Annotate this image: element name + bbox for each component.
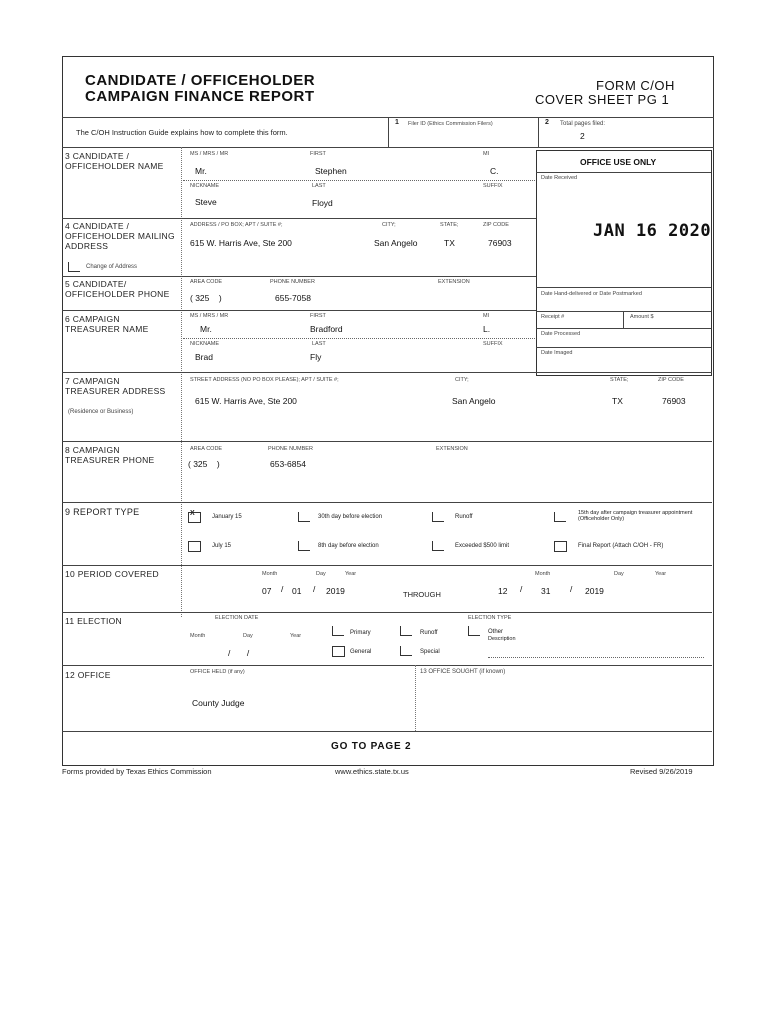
to-month-field[interactable]: 12 [498, 586, 508, 596]
divider [415, 665, 416, 731]
sec3-suffix-label: SUFFIX [483, 183, 503, 189]
sec5-area-label: AREA CODE [190, 279, 223, 285]
treasurer-prefix-field[interactable]: Mr. [200, 324, 212, 334]
sec8-phone-label: PHONE NUMBER [268, 446, 313, 452]
sec5-ext-label: EXTENSION [438, 279, 470, 285]
report-8day-checkbox[interactable] [298, 541, 310, 551]
election-primary-checkbox[interactable] [332, 626, 344, 636]
sec8-label: 8 CAMPAIGN TREASURER PHONE [65, 445, 155, 465]
sec7-sub-label: (Residence or Business) [68, 409, 134, 415]
treasurer-state-field[interactable]: TX [612, 396, 623, 406]
candidate-zip-field[interactable]: 76903 [488, 238, 512, 248]
report-final-checkbox[interactable] [554, 541, 567, 552]
sec3-first-label: FIRST [310, 151, 326, 157]
sec13-label: 13 OFFICE SOUGHT (if known) [420, 669, 506, 675]
divider [183, 180, 535, 181]
to-year-field[interactable]: 2019 [585, 586, 604, 596]
election-day-label: Day [243, 633, 253, 639]
divider [62, 665, 712, 666]
treasurer-mi-field[interactable]: L. [483, 324, 491, 334]
election-runoff-checkbox[interactable] [400, 626, 412, 636]
treasurer-city-field[interactable]: San Angelo [452, 396, 496, 406]
candidate-last-field[interactable]: Floyd [312, 198, 333, 208]
treasurer-area-code-field[interactable]: ( 325 ) [188, 459, 220, 469]
divider [536, 328, 711, 329]
divider [62, 372, 712, 373]
report-exceeded-label: Exceeded $500 limit [455, 543, 510, 549]
candidate-area-code-field[interactable]: ( 325 ) [190, 293, 222, 303]
election-month-label: Month [190, 633, 206, 639]
office-use-box [536, 150, 712, 376]
sec4-address-label: ADDRESS / PO BOX; APT / SUITE #; [190, 222, 283, 228]
sec7-street-label: STREET ADDRESS (NO PO BOX PLEASE); APT / SUITE #; [190, 377, 339, 383]
from-year-label: Year [345, 571, 357, 577]
office-held-label: OFFICE HELD (if any) [190, 669, 245, 675]
sec9-label: 9 REPORT TYPE [65, 507, 140, 517]
divider [62, 147, 714, 148]
treasurer-zip-field[interactable]: 76903 [662, 396, 686, 406]
office-held-field[interactable]: County Judge [192, 698, 245, 708]
candidate-state-field[interactable]: TX [444, 238, 455, 248]
treasurer-area-code: 325 [193, 459, 208, 469]
candidate-nickname-field[interactable]: Steve [195, 197, 217, 207]
from-day-field[interactable]: 01 [292, 586, 302, 596]
sec5-phone-label: PHONE NUMBER [270, 279, 315, 285]
hand-delivered-label: Date Hand-delivered or Date Postmarked [541, 291, 642, 297]
election-general-checkbox[interactable] [332, 646, 345, 657]
office-use-title: OFFICE USE ONLY [580, 157, 657, 167]
field2-num: 2 [545, 119, 549, 126]
sec3-mi-label: MI [483, 151, 490, 157]
divider [183, 338, 535, 339]
date-received-label: Date Received [541, 175, 578, 181]
divider [388, 117, 389, 147]
report-runoff-checkbox[interactable] [432, 512, 444, 522]
field1-num: 1 [395, 119, 399, 126]
candidate-area-code: 325 [195, 293, 210, 303]
treasurer-nickname-field[interactable]: Brad [195, 352, 213, 362]
treasurer-first-field[interactable]: Bradford [310, 324, 343, 334]
candidate-city-field[interactable]: San Angelo [374, 238, 418, 248]
divider [623, 311, 624, 328]
sec4-label: 4 CANDIDATE / OFFICEHOLDER MAILING ADDRESS [65, 221, 175, 251]
from-month-label: Month [262, 571, 278, 577]
election-date-label: ELECTION DATE [215, 615, 259, 621]
divider [62, 441, 712, 442]
election-special-checkbox[interactable] [400, 646, 412, 656]
sec7-state-label: STATE; [610, 377, 629, 383]
to-month-label: Month [535, 571, 551, 577]
sec7-zip-label: ZIP CODE [658, 377, 684, 383]
sec5-label: 5 CANDIDATE/ OFFICEHOLDER PHONE [65, 279, 170, 299]
candidate-address-field[interactable]: 615 W. Harris Ave, Ste 200 [190, 238, 292, 248]
sec4-state-label: STATE; [440, 222, 459, 228]
election-other-label: Other [488, 629, 504, 635]
report-runoff-label: Runoff [455, 514, 473, 520]
amount-label: Amount $ [630, 314, 654, 320]
divider [62, 218, 536, 219]
report-30day-checkbox[interactable] [298, 512, 310, 522]
sec12-label: 12 OFFICE [65, 670, 111, 680]
received-date-stamp: JAN 16 2020 [593, 221, 712, 241]
election-special-label: Special [420, 649, 440, 655]
sec6-prefix-label: MS / MRS / MR [190, 313, 229, 319]
sec6-suffix-label: SUFFIX [483, 341, 503, 347]
to-year-label: Year [655, 571, 667, 577]
election-other-checkbox[interactable] [468, 626, 480, 636]
treasurer-street-field[interactable]: 615 W. Harris Ave, Ste 200 [195, 396, 297, 406]
instructions-text: The C/OH Instruction Guide explains how to complete this form. [76, 128, 288, 137]
candidate-phone-field[interactable]: 655-7058 [275, 293, 311, 303]
candidate-first-field[interactable]: Stephen [315, 166, 347, 176]
date-processed-label: Date Processed [541, 331, 581, 337]
treasurer-phone-field[interactable]: 653-6854 [270, 459, 306, 469]
sec10-label: 10 PERIOD COVERED [65, 569, 159, 579]
sec7-label: 7 CAMPAIGN TREASURER ADDRESS [65, 376, 166, 396]
from-month-field[interactable]: 07 [262, 586, 272, 596]
sec6-first-label: FIRST [310, 313, 326, 319]
sec8-ext-label: EXTENSION [436, 446, 468, 452]
report-final-label: Final Report (Attach C/OH - FR) [578, 543, 664, 549]
date-separator: / [313, 584, 316, 594]
sec3-last-label: LAST [312, 183, 326, 189]
divider [536, 347, 711, 348]
date-separator: / [520, 584, 523, 594]
total-pages-label: Total pages filed: [560, 121, 606, 127]
report-jan15-check-mark: X [190, 510, 195, 517]
divider [536, 172, 711, 173]
date-separator: / [570, 584, 573, 594]
election-date-field[interactable]: / / [228, 648, 250, 658]
report-jul15-label: July 15 [212, 543, 232, 549]
divider [538, 117, 539, 147]
sec7-city-label: CITY; [455, 377, 469, 383]
footer-provider: Forms provided by Texas Ethics Commission [62, 767, 212, 776]
election-type-label: ELECTION TYPE [468, 615, 512, 621]
footer-revised: Revised 9/26/2019 [630, 767, 693, 776]
filer-id-label: Filer ID (Ethics Commission Filers) [408, 121, 493, 127]
divider [62, 502, 712, 503]
sec6-label: 6 CAMPAIGN TREASURER NAME [65, 314, 149, 334]
to-day-field[interactable]: 31 [541, 586, 551, 596]
change-of-address-label: Change of Address [86, 264, 138, 270]
form-code: FORM C/OH [596, 78, 675, 93]
change-of-address-checkbox[interactable] [68, 262, 80, 272]
sec3-label: 3 CANDIDATE / OFFICEHOLDER NAME [65, 151, 164, 171]
election-other-desc-label: Description [488, 636, 516, 642]
report-15day-label: 15th day after campaign treasurer appointment (Officeholder Only) [578, 510, 693, 522]
sec6-last-label: LAST [312, 341, 326, 347]
treasurer-last-field[interactable]: Fly [310, 352, 322, 362]
sec3-prefix-label: MS / MRS / MR [190, 151, 229, 157]
candidate-mi-field[interactable]: C. [490, 166, 499, 176]
sec11-label: 11 ELECTION [65, 616, 122, 626]
go-to-page-2: GO TO PAGE 2 [331, 741, 412, 752]
footer-url: www.ethics.state.tx.us [335, 767, 409, 776]
total-pages-field[interactable]: 2 [580, 131, 585, 141]
to-day-label: Day [614, 571, 624, 577]
divider [62, 276, 536, 277]
election-primary-label: Primary [350, 630, 371, 636]
date-separator: / [281, 584, 284, 594]
divider [62, 612, 712, 613]
sec6-nickname-label: NICKNAME [190, 341, 220, 347]
divider [62, 310, 536, 311]
report-jan15-label: January 15 [212, 514, 242, 520]
from-year-field[interactable]: 2019 [326, 586, 345, 596]
sec8-area-label: AREA CODE [190, 446, 223, 452]
election-runoff-label: Runoff [420, 630, 438, 636]
date-imaged-label: Date Imaged [541, 350, 573, 356]
candidate-prefix-field[interactable]: Mr. [195, 166, 207, 176]
sec4-zip-label: ZIP CODE [483, 222, 509, 228]
receipt-label: Receipt # [541, 314, 565, 320]
report-15day-checkbox[interactable] [554, 512, 566, 522]
from-day-label: Day [316, 571, 326, 577]
divider [536, 287, 711, 288]
report-30day-label: 30th day before election [318, 514, 383, 520]
election-general-label: General [350, 649, 372, 655]
form-sheet: COVER SHEET PG 1 [535, 92, 670, 107]
through-label: THROUGH [403, 590, 441, 599]
sec4-city-label: CITY; [382, 222, 396, 228]
report-8day-label: 8th day before election [318, 543, 379, 549]
sec3-nickname-label: NICKNAME [190, 183, 220, 189]
election-other-desc-field[interactable] [488, 657, 704, 658]
divider [62, 731, 712, 732]
report-jul15-checkbox[interactable] [188, 541, 201, 552]
form-title-line2: CAMPAIGN FINANCE REPORT [85, 88, 315, 105]
sec6-mi-label: MI [483, 313, 490, 319]
election-year-label: Year [290, 633, 302, 639]
form-title-line1: CANDIDATE / OFFICEHOLDER [85, 72, 316, 89]
divider [62, 565, 712, 566]
report-exceeded-checkbox[interactable] [432, 541, 444, 551]
